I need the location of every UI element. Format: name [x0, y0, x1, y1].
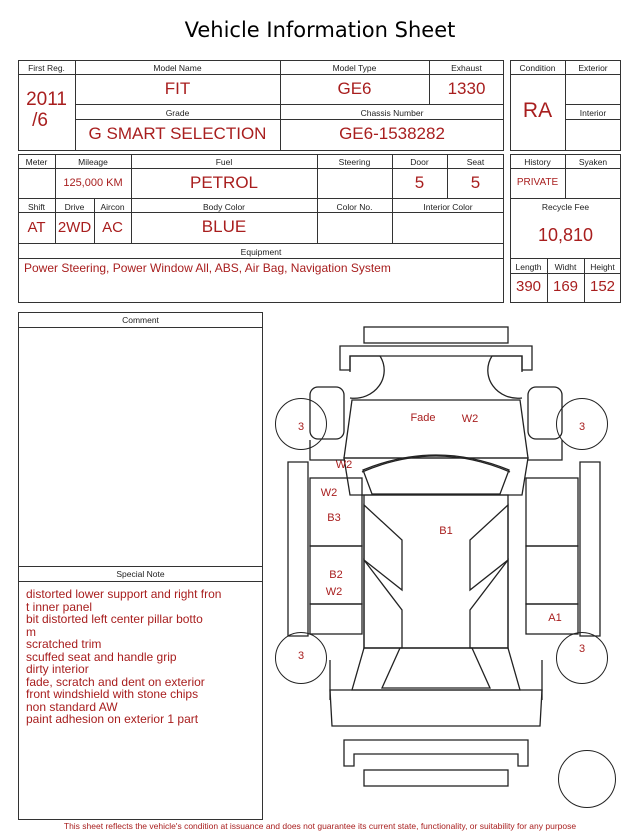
grade-label: Grade: [165, 108, 190, 118]
syaken-label: Syaken: [578, 157, 608, 167]
hood-mark: W2: [461, 413, 479, 425]
shift-label: Shift: [27, 202, 45, 212]
footer-disclaimer: This sheet reflects the vehicle's condition at issuance and does not guarantee its current state, functionality, or suitability for any purpose: [63, 821, 577, 831]
special-note-line: non standard AW: [26, 699, 118, 714]
recycle-value: 10,810: [537, 225, 594, 245]
left-rear-door-mark-1: B2: [329, 569, 343, 581]
special-note-line: bit distorted left center pillar botto: [26, 612, 203, 626]
tire-rl-mark: 3: [297, 650, 305, 662]
interior-label: Interior: [579, 108, 607, 118]
seat-label: Seat: [466, 157, 485, 167]
fuel-value: PETROL: [189, 173, 259, 192]
length-value: 390: [515, 278, 542, 295]
special-note-line: scuffed seat and handle grip: [26, 649, 177, 664]
mileage-value: 125,000 KM: [63, 177, 123, 189]
drive-label: Drive: [64, 202, 85, 212]
exhaust-label: Exhaust: [451, 63, 482, 73]
mileage-label: Mileage: [78, 157, 108, 167]
special-notes-list: [26, 588, 260, 726]
tire-rr-mark: 3: [578, 643, 586, 655]
roof-mark: B1: [439, 525, 453, 537]
body-color-value: BLUE: [201, 217, 247, 236]
interior-color-label: Interior Color: [423, 202, 473, 212]
width-value: 169: [552, 278, 579, 295]
special-note-line: front windshield with stone chips: [26, 687, 199, 701]
aircon-label: Aircon: [100, 202, 125, 212]
tire-fl-mark: 3: [297, 421, 305, 433]
door-value: 5: [414, 173, 425, 192]
tire-fr-mark: 3: [578, 421, 586, 433]
chassis-value: GE6-1538282: [339, 124, 445, 143]
tire-rear-right: [556, 632, 608, 684]
recycle-label: Recycle Fee: [541, 202, 590, 212]
meter-label: Meter: [25, 157, 48, 167]
special-note-label: Special Note: [116, 569, 165, 579]
history-value: PRIVATE: [516, 177, 559, 188]
page-title: Vehicle Information Sheet: [184, 18, 456, 42]
fade-mark: Fade: [410, 412, 436, 424]
special-note-line: paint adhesion on exterior 1 part: [26, 712, 199, 726]
grade-value: G SMART SELECTION: [88, 124, 267, 143]
width-label: Widht: [554, 262, 577, 272]
left-rear-door-mark-2: W2: [325, 586, 343, 598]
special-note-line: scratched trim: [26, 637, 102, 651]
door-label: Door: [410, 157, 429, 167]
comment-label: Comment: [122, 315, 159, 325]
special-note-line: t inner panel: [26, 599, 93, 614]
length-label: Length: [515, 262, 542, 272]
special-note-line: m: [26, 624, 36, 639]
model-type: GE6: [337, 79, 372, 98]
condition-value: RA: [522, 99, 553, 122]
special-note-line: distorted lower support and right fron: [26, 587, 222, 601]
left-fender-mark: W2: [320, 487, 338, 499]
model-name-label: Model Name: [153, 63, 202, 73]
body-color-label: Body Color: [202, 202, 246, 212]
height-label: Height: [590, 262, 615, 272]
drive-value: 2WD: [57, 219, 92, 236]
special-note-line: dirty interior: [26, 662, 89, 676]
right-rear-mark: A1: [548, 612, 562, 624]
first-reg-month: /6: [32, 110, 48, 131]
special-note-line: fade, scratch and dent on exterior: [26, 674, 205, 689]
exterior-label: Exterior: [578, 63, 608, 73]
first-reg-label: First Reg.: [28, 63, 65, 73]
shift-value: AT: [27, 219, 46, 236]
left-front-door-mark: B3: [327, 512, 341, 524]
chassis-label: Chassis Number: [360, 108, 424, 118]
history-label: History: [524, 157, 551, 167]
model-name: FIT: [164, 79, 191, 98]
height-value: 152: [589, 278, 616, 295]
left-fender-top-mark: W2: [335, 459, 353, 471]
aircon-value: AC: [102, 219, 123, 236]
color-no-label: Color No.: [336, 202, 373, 212]
first-reg-year: 2011: [26, 89, 67, 110]
model-type-label: Model Type: [332, 63, 377, 73]
equipment-value: Power Steering, Power Window All, ABS, Air Bag, Navigation System: [24, 261, 391, 275]
equipment-label: Equipment: [240, 247, 282, 257]
exhaust-value: 1330: [447, 79, 486, 98]
seat-value: 5: [470, 173, 481, 192]
spare-tire: [558, 750, 616, 808]
fuel-label: Fuel: [215, 157, 233, 167]
condition-label: Condition: [519, 63, 556, 73]
steering-label: Steering: [338, 157, 371, 167]
